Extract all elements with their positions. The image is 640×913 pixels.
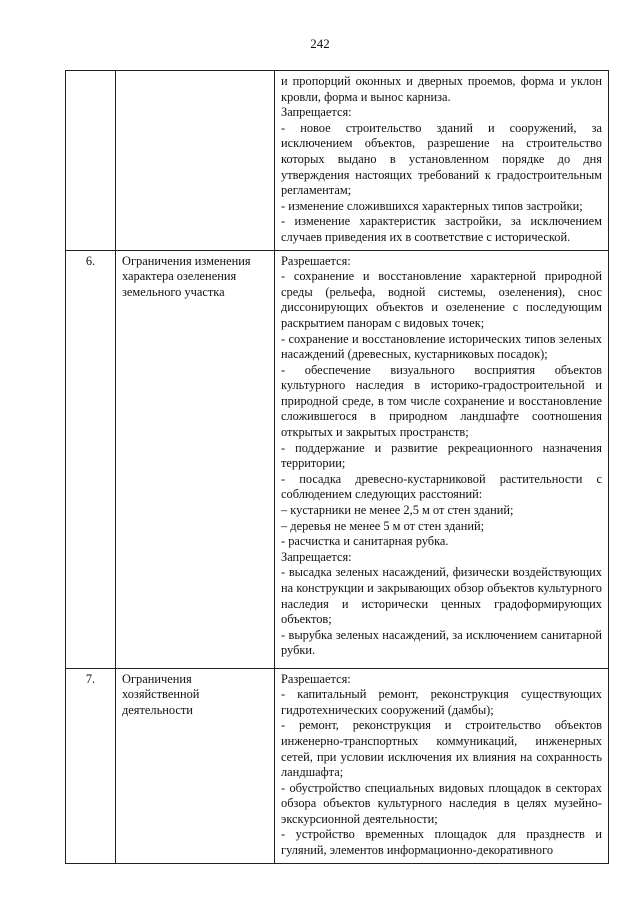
text-line: Запрещается: (281, 549, 352, 564)
restriction-name (116, 71, 275, 251)
text-line: - сохранение и восстановление исторических типов зеленых насаждений (древесных, кустарниковых посадок); (281, 331, 602, 362)
text-line: - новое строительство зданий и сооружений, за исключением объектов, разрешение на строительство которых выдано в установленном порядке до дня утверждения настоящих требований к градостроительным регламентам; (281, 120, 602, 198)
table-row (66, 71, 609, 251)
text-line: Разрешается: (281, 253, 351, 268)
text-line: – деревья не менее 5 м от стен зданий; (281, 518, 485, 533)
restriction-text (275, 71, 609, 251)
regulations-table (65, 70, 609, 864)
row-number: 7. (66, 668, 116, 863)
restriction-text (275, 668, 609, 863)
text-line: - посадка древесно-кустарниковой растительности с соблюдением следующих расстояний: (281, 471, 602, 502)
table-row (66, 668, 609, 863)
restriction-name: Ограничения хозяйственной деятельности (116, 668, 275, 863)
row-number: 6. (66, 250, 116, 668)
text-line: Разрешается: (281, 671, 351, 686)
text-line: - изменение сложившихся характерных типов застройки; (281, 198, 583, 213)
text-line: и пропорций оконных и дверных проемов, форма и уклон кровли, форма и вынос карниза. (281, 74, 602, 104)
row-number (66, 71, 116, 251)
text-line: - сохранение и восстановление характерной природной среды (рельефа, водной системы, озеленения), снос диссонирующих объектов и озеленение с последующим раскрытием панорам с видовых точек; (281, 269, 602, 330)
text-line: - капитальный ремонт, реконструкция существующих гидротехнических сооружений (дамбы); (281, 687, 602, 717)
text-line: - обеспечение визуального восприятия объектов культурного наследия в историко-градостроительной и природной среде, в том числе сохранение и восстановление сложившегося в природном ландшафте соотношения открытых и закрытых пространств; (281, 362, 602, 440)
table-row (66, 250, 609, 668)
text-line: – кустарники не менее 2,5 м от стен зданий; (281, 503, 514, 518)
text-line: - расчистка и санитарная рубка. (281, 534, 449, 549)
text-line: - обустройство специальных видовых площадок в секторах обзора объектов культурного наследия в целях музейно-экскурсионной деятельности; (281, 780, 602, 826)
text-line: - изменение характеристик застройки, за исключением случаев приведения их в соответствие с исторической. (281, 214, 602, 244)
restriction-text (275, 250, 609, 668)
restriction-name: Ограничения изменения характера озеленения земельного участка (116, 250, 275, 668)
text-line: - устройство временных площадок для празднеств и гуляний, элементов информационно-декоративного (281, 827, 602, 858)
text-line: - высадка зеленых насаждений, физически воздействующих на конструкции и закрывающих обзор объектов культурного наследия и исторически ценных градоформирующих объектов; (281, 565, 602, 627)
text-line: - ремонт, реконструкция и строительство объектов инженерно-транспортных коммуникаций, инженерных сетей, при условии исключения их влияния на сохранность ландшафта; (281, 718, 602, 780)
text-line: - вырубка зеленых насаждений, за исключением санитарной рубки. (281, 627, 602, 658)
text-line: - поддержание и развитие рекреационного назначения территории; (281, 440, 602, 471)
text-line: Запрещается: (281, 105, 352, 120)
page-number: 242 (310, 36, 330, 51)
